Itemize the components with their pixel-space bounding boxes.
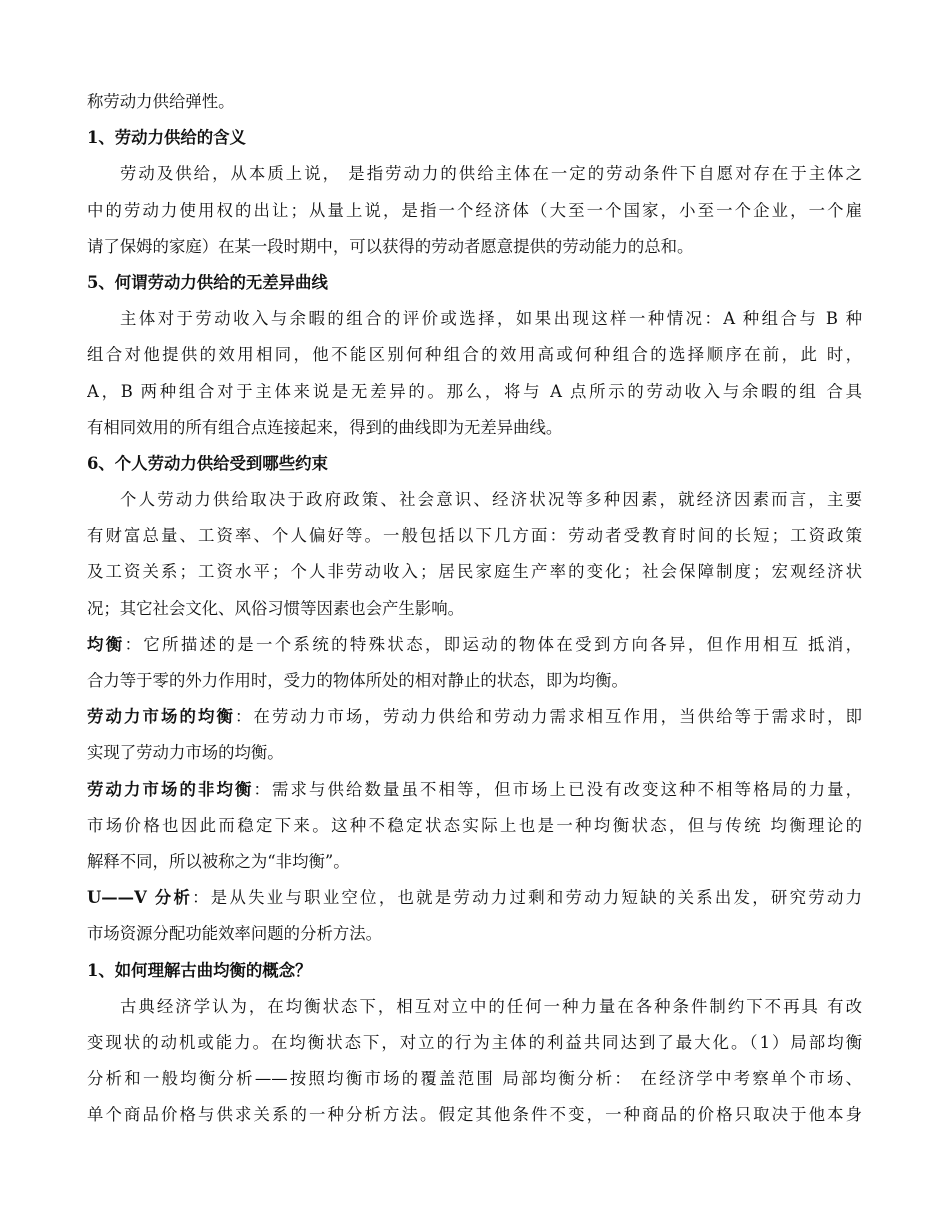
section-5-line: A，B 两种组合对于主体来说是无差异的。那么，将与 A 点所示的劳动收入与余暇的组 合具	[87, 381, 862, 401]
term-market-equilibrium-line: 实现了劳动力市场的均衡。	[87, 743, 284, 763]
term-equilibrium-line: 合力等于零的外力作用时，受力的物体所处的相对静止的状态，即为均衡。	[87, 671, 628, 690]
term-uv-analysis	[87, 880, 862, 916]
term-definition: ：它所描述的是一个系统的特殊状态，即运动的物体在受到方向各异，但作用相互 抵消，	[124, 634, 862, 654]
term-non-equilibrium	[87, 772, 862, 808]
intro-text: 称劳动力供给弹性。	[87, 92, 235, 111]
document-page	[87, 84, 862, 1133]
term-label: 劳动力市场的非均衡	[87, 779, 254, 799]
section-5-line: 组合对他提供的效用相同，他不能区别何种组合的效用高或何种组合的选择顺序在前，此 时，	[87, 345, 862, 365]
classic-line: 分析和一般均衡分析——按照均衡市场的覆盖范围 局部均衡分析： 在经济学中考察单个市场、	[87, 1069, 862, 1089]
classic-line: 变现状的动机或能力。在均衡状态下，对立的行为主体的利益共同达到了最大化。（1）局部均衡	[87, 1032, 862, 1052]
term-uv-analysis-line: 市场资源分配功能效率问题的分析方法。	[87, 924, 383, 944]
term-definition: ：需求与供给数量虽不相等，但市场上已没有改变这种不相等格局的力量，	[253, 779, 862, 799]
section-6-heading: 6、个人劳动力供给受到哪些约束	[87, 453, 328, 473]
term-label: U——V 分析	[87, 888, 193, 908]
section-6-line: 及工资关系；工资水平；个人非劳动收入；居民家庭生产率的变化；社会保障制度；宏观经济状	[87, 562, 862, 582]
section-1-line: 中的劳动力使用权的出让；从量上说，是指一个经济体（大至一个国家，小至一个企业，一个雇	[87, 200, 862, 220]
term-label: 均衡	[87, 634, 125, 654]
section-1-heading: 1、劳动力供给的含义	[87, 128, 246, 148]
section-6-line: 况；其它社会文化、风俗习惯等因素也会产生影响。	[87, 598, 464, 618]
term-label: 劳动力市场的均衡	[87, 707, 236, 727]
term-definition: ：是从失业与职业空位，也就是劳动力过剩和劳动力短缺的关系出发，研究劳动力	[192, 888, 862, 908]
term-market-equilibrium	[87, 699, 862, 735]
section-6-line: 个人劳动力供给取决于政府政策、社会意识、经济状况等多种因素，就经济因素而言，主要	[120, 490, 862, 510]
section-1-line: 请了保姆的家庭）在某一段时期中，可以获得的劳动者愿意提供的劳动能力的总和。	[87, 236, 694, 256]
section-6-line: 有财富总量、工资率、个人偏好等。一般包括以下几方面：劳动者受教育时间的长短；工资政策	[87, 526, 862, 546]
classic-heading: 1、如何理解古曲均衡的概念？	[87, 960, 312, 980]
classic-line: 古典经济学认为，在均衡状态下，相互对立中的任何一种力量在各种条件制约下不再具 有改	[120, 996, 862, 1016]
section-1-line: 劳动及供给，从本质上说， 是指劳动力的供给主体在一定的劳动条件下自愿对存在于主体之	[120, 164, 862, 184]
term-definition: ：在劳动力市场，劳动力供给和劳动力需求相互作用，当供给等于需求时，即	[235, 707, 862, 727]
term-non-equilibrium-line: 市场价格也因此而稳定下来。这种不稳定状态实际上也是一种均衡状态，但与传统 均衡理论的	[87, 815, 862, 835]
term-equilibrium	[87, 627, 862, 663]
section-5-heading: 5、何谓劳动力供给的无差异曲线	[87, 272, 328, 292]
term-non-equilibrium-line: 解释不同，所以被称之为“非均衡”。	[87, 851, 350, 871]
section-5-line: 有相同效用的所有组合点连接起来，得到的曲线即为无差异曲线。	[87, 417, 563, 437]
classic-line: 单个商品价格与供求关系的一种分析方法。假定其他条件不变，一种商品的价格只取决于他本身	[87, 1105, 862, 1125]
section-5-line: 主体对于劳动收入与余暇的组合的评价或选择，如果出现这样一种情况：A 种组合与 B 种	[120, 309, 862, 329]
